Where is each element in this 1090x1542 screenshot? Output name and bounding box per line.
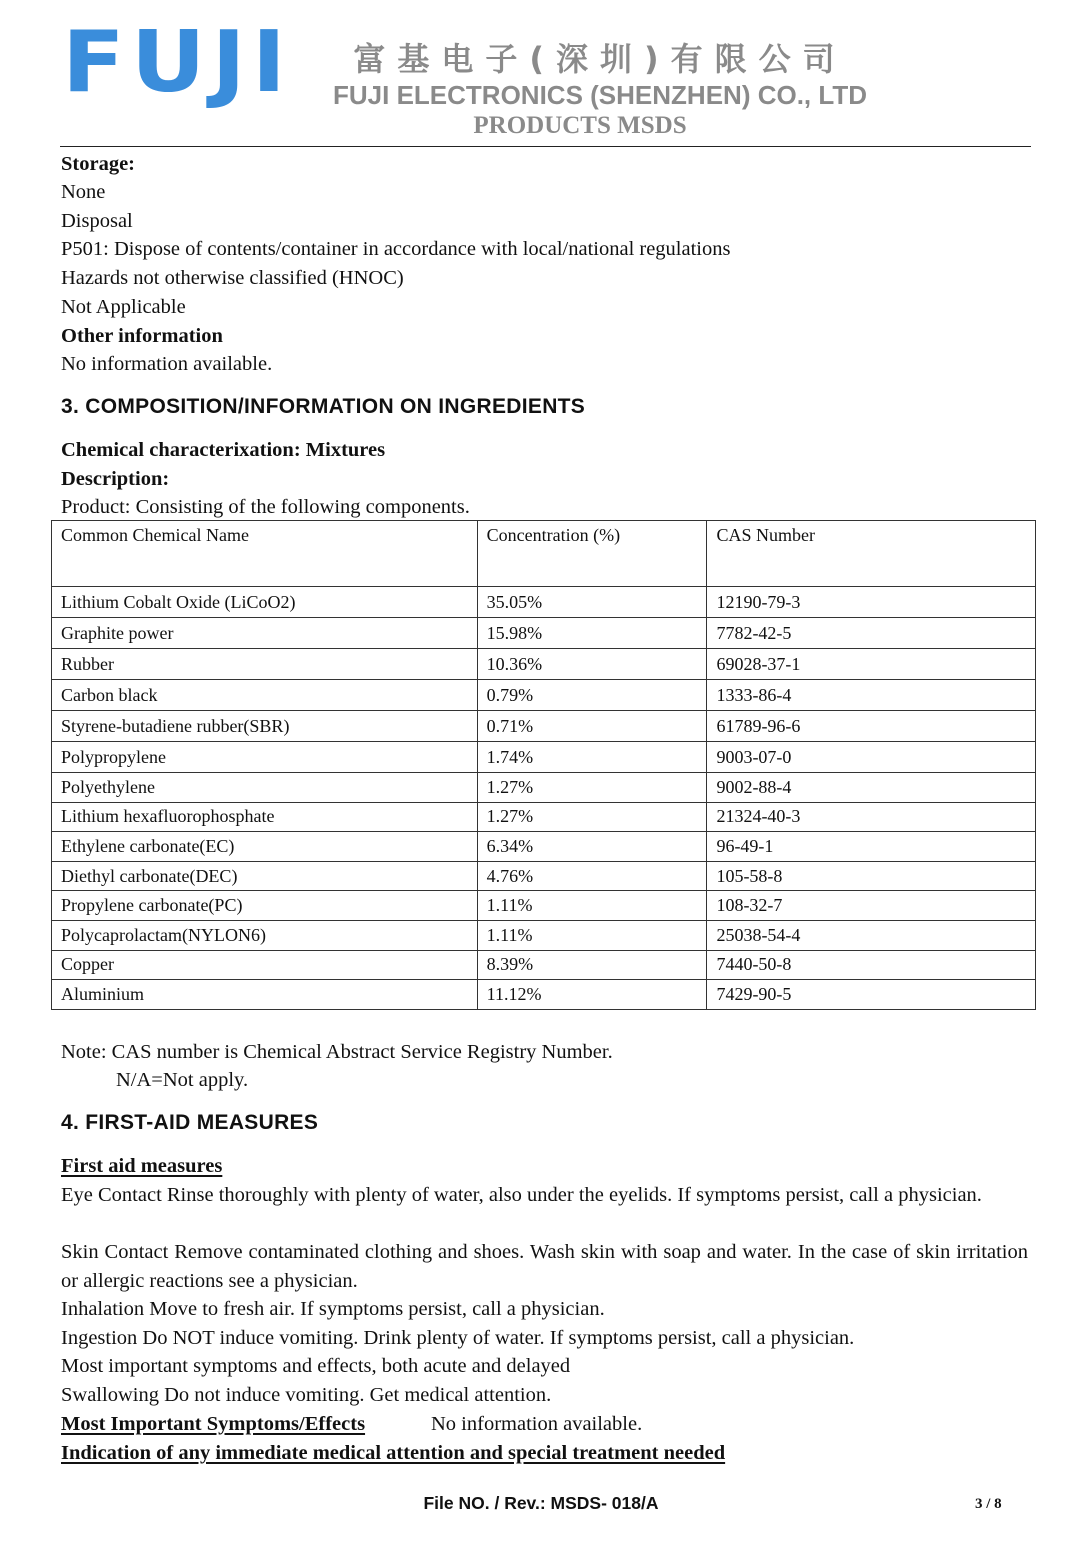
- concentration: 4.76%: [477, 861, 707, 891]
- document-type: PRODUCTS MSDS: [473, 112, 687, 139]
- symptoms-effects-heading: Most Important Symptoms/Effects: [61, 1413, 366, 1435]
- na-note: N/A=Not apply.: [116, 1069, 249, 1091]
- cas-number: 12190-79-3: [707, 587, 1036, 618]
- concentration: 1.27%: [477, 802, 707, 832]
- table-row: [52, 680, 1036, 711]
- chemical-name: Carbon black: [52, 680, 478, 711]
- table-header-row: [52, 521, 1036, 587]
- symptoms-effects-value: No information available.: [431, 1413, 643, 1435]
- concentration: 35.05%: [477, 587, 707, 618]
- chemical-characterization: Chemical characterixation: Mixtures: [61, 439, 386, 461]
- description-value: Product: Consisting of the following components.: [61, 496, 470, 518]
- chemical-name: Lithium hexafluorophosphate: [52, 802, 478, 832]
- table-row: [52, 802, 1036, 832]
- chemical-name: Diethyl carbonate(DEC): [52, 861, 478, 891]
- concentration: 1.74%: [477, 742, 707, 773]
- chemical-name: Ethylene carbonate(EC): [52, 832, 478, 862]
- table-row: [52, 861, 1036, 891]
- concentration: 0.79%: [477, 680, 707, 711]
- cas-note: Note: CAS number is Chemical Abstract Service Registry Number.: [61, 1041, 613, 1063]
- section-3-title: 3. COMPOSITION/INFORMATION ON INGREDIENTS: [61, 395, 586, 418]
- concentration: 1.11%: [477, 920, 707, 950]
- other-information-heading: Other information: [61, 325, 223, 347]
- disposal-value: P501: Dispose of contents/container in accordance with local/national regulations: [61, 238, 731, 260]
- inhalation-text: Inhalation Move to fresh air. If symptoms persist, call a physician.: [61, 1298, 605, 1320]
- skin-contact-text: Skin Contact Remove contaminated clothing and shoes. Wash skin with soap and water. In the case of skin irritation or allergic reactions see a physician.: [61, 1241, 1028, 1292]
- cas-number: 25038-54-4: [707, 920, 1036, 950]
- chemical-name: Graphite power: [52, 618, 478, 649]
- concentration: 11.12%: [477, 980, 707, 1010]
- cas-number: 7429-90-5: [707, 980, 1036, 1010]
- table-row: [52, 587, 1036, 618]
- page-number: 3 / 8: [975, 1496, 1002, 1512]
- chemical-name: Polyethylene: [52, 773, 478, 803]
- storage-value: None: [61, 181, 106, 203]
- ingestion-text: Ingestion Do NOT induce vomiting. Drink plenty of water. If symptoms persist, call a physician.: [61, 1327, 855, 1349]
- hnoc-value: Not Applicable: [61, 296, 186, 318]
- cas-number: 96-49-1: [707, 832, 1036, 862]
- indication-heading: Indication of any immediate medical attention and special treatment needed: [61, 1442, 726, 1464]
- hnoc-heading: Hazards not otherwise classified (HNOC): [61, 267, 404, 289]
- table-row: [52, 980, 1036, 1010]
- disposal-heading: Disposal: [61, 210, 133, 232]
- cas-number: 7440-50-8: [707, 950, 1036, 980]
- cas-number: 69028-37-1: [707, 649, 1036, 680]
- file-number: File NO. / Rev.: MSDS- 018/A: [423, 1493, 659, 1513]
- other-information-value: No information available.: [61, 353, 273, 375]
- chemical-name: Lithium Cobalt Oxide (LiCoO2): [52, 587, 478, 618]
- table-row: [52, 742, 1036, 773]
- chemical-name: Styrene-butadiene rubber(SBR): [52, 711, 478, 742]
- storage-heading: Storage:: [61, 153, 136, 175]
- fuji-logo: FUJI: [62, 12, 293, 112]
- concentration: 8.39%: [477, 950, 707, 980]
- cas-number: 9002-88-4: [707, 773, 1036, 803]
- cas-number: 108-32-7: [707, 891, 1036, 921]
- section-4-title: 4. FIRST-AID MEASURES: [61, 1111, 319, 1134]
- chemical-name: Polypropylene: [52, 742, 478, 773]
- cas-number: 61789-96-6: [707, 711, 1036, 742]
- page-header: [0, 0, 1090, 150]
- first-aid-heading: First aid measures: [61, 1155, 223, 1177]
- table-row: [52, 832, 1036, 862]
- cas-number: 9003-07-0: [707, 742, 1036, 773]
- chemical-name: Propylene carbonate(PC): [52, 891, 478, 921]
- table-row: [52, 920, 1036, 950]
- table-row: [52, 649, 1036, 680]
- concentration: 1.11%: [477, 891, 707, 921]
- cas-number: 7782-42-5: [707, 618, 1036, 649]
- cas-number: 1333-86-4: [707, 680, 1036, 711]
- cas-number: 21324-40-3: [707, 802, 1036, 832]
- chemical-name: Polycaprolactam(NYLON6): [52, 920, 478, 950]
- header-divider: [60, 146, 1031, 147]
- header-concentration: Concentration (%): [477, 521, 707, 587]
- chemical-name: Copper: [52, 950, 478, 980]
- concentration: 10.36%: [477, 649, 707, 680]
- cas-number: 105-58-8: [707, 861, 1036, 891]
- swallowing-text: Swallowing Do not induce vomiting. Get medical attention.: [61, 1384, 552, 1406]
- concentration: 0.71%: [477, 711, 707, 742]
- company-name-chinese: 富基电子(深圳)有限公司: [353, 40, 847, 78]
- chemical-name: Aluminium: [52, 980, 478, 1010]
- header-chemical-name: Common Chemical Name: [52, 521, 478, 587]
- company-name-english: FUJI ELECTRONICS (SHENZHEN) CO., LTD: [333, 80, 867, 110]
- concentration: 1.27%: [477, 773, 707, 803]
- table-row: [52, 950, 1036, 980]
- table-row: [52, 618, 1036, 649]
- eye-contact-text: Eye Contact Rinse thoroughly with plenty of water, also under the eyelids. If symptoms persist, call a physician.: [61, 1184, 982, 1206]
- header-cas-number: CAS Number: [707, 521, 1036, 587]
- chemical-name: Rubber: [52, 649, 478, 680]
- table-row: [52, 773, 1036, 803]
- concentration: 15.98%: [477, 618, 707, 649]
- most-important-effects-text: Most important symptoms and effects, both acute and delayed: [61, 1355, 571, 1377]
- composition-table: [51, 520, 1036, 1010]
- table-row: [52, 711, 1036, 742]
- description-heading: Description:: [61, 468, 170, 490]
- page-footer: [0, 1493, 1090, 1523]
- concentration: 6.34%: [477, 832, 707, 862]
- table-row: [52, 891, 1036, 921]
